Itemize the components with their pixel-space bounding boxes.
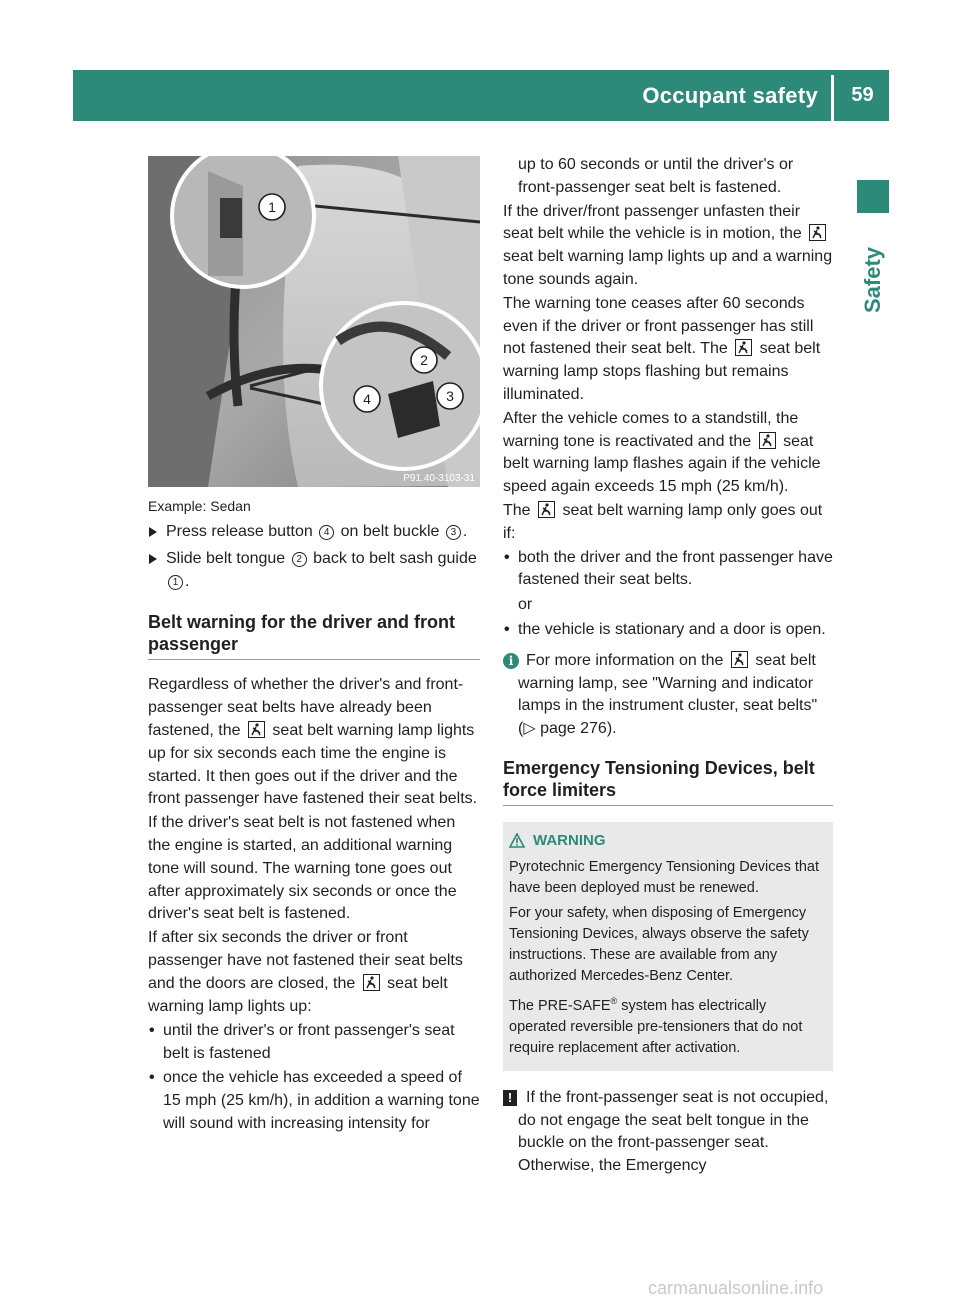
- callout-1: 1: [268, 199, 276, 215]
- paragraph: Regardless of whether the driver's and front-passenger seat belts have already been fastened, the seat belt warning lamp lights up for six seconds each time the engine is started. It then goes out if the driver and the front passenger have fastened their seat belts.: [148, 676, 478, 808]
- left-column: [148, 521, 480, 1136]
- figure-code: P91.40-3103-31: [403, 473, 475, 484]
- warning-box: [503, 822, 833, 1071]
- callout-3: 3: [446, 388, 454, 404]
- bullet-icon: •: [504, 620, 510, 638]
- seat-belt-figure: [148, 156, 480, 487]
- seat-belt-warning-icon: [538, 501, 555, 518]
- section-heading-belt-warning: Belt warning for the driver and front passenger: [148, 611, 480, 660]
- seat-belt-warning-icon: [248, 721, 265, 738]
- seat-belt-warning-icon: [809, 224, 826, 241]
- exclamation-icon: !: [503, 1090, 517, 1106]
- bullet-icon: •: [149, 1068, 155, 1086]
- warning-paragraph: The PRE-SAFE® system has electrically operated reversible pre-tensioners that do not require replacement after activation.: [509, 995, 803, 1056]
- circled-number-icon: 4: [319, 525, 334, 540]
- page-reference-link[interactable]: page 276).: [540, 720, 617, 738]
- paragraph: The warning tone ceases after 60 seconds even if the driver or front passenger has still not fastened their seat belt. The seat belt warning lamp stops flashing but remains illuminated.: [503, 294, 821, 403]
- warning-title: WARNING: [509, 830, 823, 851]
- paragraph: The seat belt warning lamp only goes out if:: [503, 501, 823, 542]
- circled-number-icon: 1: [168, 575, 183, 590]
- list-item: • both the driver and the front passenger have fastened their seat belts.: [504, 548, 833, 589]
- seat-belt-illustration: [148, 156, 480, 487]
- right-column: [503, 154, 833, 1178]
- or-text: or: [518, 596, 533, 614]
- callout-4: 4: [363, 391, 371, 407]
- list-item: • the vehicle is stationary and a door is open.: [503, 619, 833, 642]
- warning-triangle-icon: [509, 833, 525, 848]
- figure-caption: Example: Sedan: [148, 498, 251, 514]
- info-note: i For more information on the seat belt warning lamp, see "Warning and indicator lamps in the instrument cluster, seat belts" (▷ page 276).: [503, 650, 833, 741]
- bullet-icon: •: [149, 1022, 155, 1040]
- page-reference-arrow-icon: ▷: [523, 720, 536, 738]
- side-tab-label: Safety: [860, 246, 885, 314]
- page-number: 59: [851, 84, 874, 106]
- paragraph: After the vehicle comes to a standstill, the warning tone is reactivated and the seat belt warning lamp flashes again if the vehicle speed again exceeds 15 mph (25 km/h).: [503, 409, 821, 496]
- notice-note: ! If the front-passenger seat is not occupied, do not engage the seat belt tongue in the buckle on the front-passenger seat. Otherwise, the Emergency: [503, 1087, 833, 1178]
- callout-2: 2: [420, 352, 428, 368]
- seat-belt-warning-icon: [759, 432, 776, 449]
- header-bar: [73, 70, 889, 121]
- list-item: • until the driver's or front passenger's seat belt is fastened: [149, 1022, 455, 1063]
- side-tab: [850, 220, 896, 340]
- side-tab-marker: [857, 180, 889, 213]
- paragraph: If after six seconds the driver or front passenger have not fastened their seat belts and the doors are closed, the seat belt warning lamp lights up:: [148, 929, 463, 1015]
- circled-number-icon: 3: [446, 525, 461, 540]
- warning-paragraph: Pyrotechnic Emergency Tensioning Devices that have been deployed must be renewed.: [509, 858, 820, 896]
- list-item: • once the vehicle has exceeded a speed of 15 mph (25 km/h), in addition a warning tone will sound with increasing intensity for: [149, 1068, 480, 1132]
- warning-paragraph: For your safety, when disposing of Emergency Tensioning Devices, always observe the safety instructions. These are available from any authorized Mercedes-Benz Center.: [509, 904, 809, 984]
- step-arrow-icon: [149, 527, 157, 537]
- seat-belt-warning-icon: [363, 974, 380, 991]
- circled-number-icon: 2: [292, 552, 307, 567]
- info-icon: i: [503, 653, 519, 669]
- paragraph: If the driver's seat belt is not fastened when the engine is started, an additional warning tone will sound. The warning tone goes out after approximately six seconds or once the driver's seat belt is fastened.: [148, 814, 457, 923]
- section-heading-emergency-tensioning: Emergency Tensioning Devices, belt force limiters: [503, 757, 833, 806]
- footer-watermark: carmanualsonline.info: [648, 1278, 824, 1298]
- step-1: Press release button 4 on belt buckle 3 .: [148, 521, 480, 544]
- section-title: Occupant safety: [642, 82, 818, 108]
- bullet-icon: •: [504, 548, 510, 566]
- step-arrow-icon: [149, 554, 157, 564]
- header-divider: [831, 75, 834, 121]
- seat-belt-warning-icon: [731, 651, 748, 668]
- paragraph: If the driver/front passenger unfasten their seat belt while the vehicle is in motion, the seat belt warning lamp lights up and a warning tone sounds again.: [503, 202, 833, 288]
- step-2: Slide belt tongue 2 back to belt sash guide 1 .: [148, 548, 480, 594]
- paragraph-continuation: up to 60 seconds or until the driver's or front-passenger seat belt is fastened.: [518, 156, 794, 196]
- seat-belt-warning-icon: [735, 339, 752, 356]
